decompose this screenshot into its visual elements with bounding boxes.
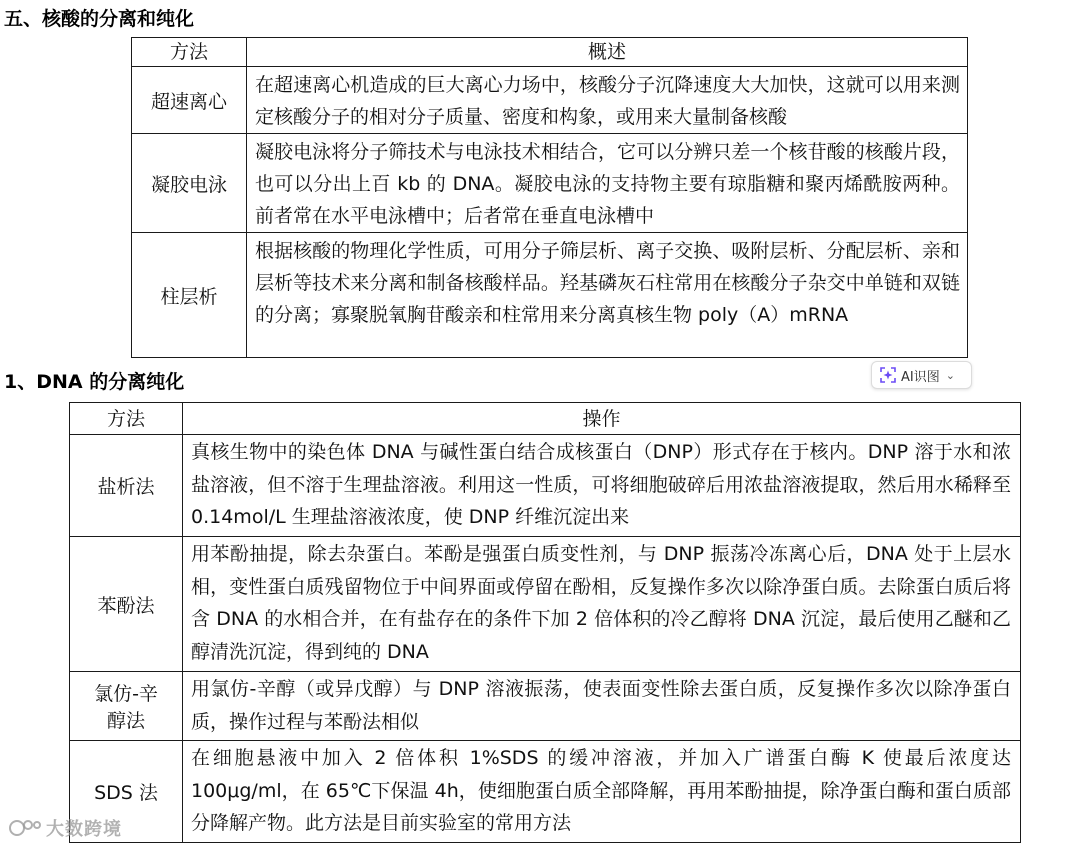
table-header-row <box>132 38 968 67</box>
header-overview: 概述 <box>247 38 968 67</box>
table-row <box>132 67 968 134</box>
header-method: 方法 <box>132 38 247 67</box>
ai-button-label: AI识图 <box>901 369 940 385</box>
chevron-down-icon: ⌄ <box>945 368 955 382</box>
method-cell: 柱层析 <box>132 233 247 358</box>
table-row <box>70 741 1021 843</box>
section-title-nucleic-acid-separation: 五、核酸的分离和纯化 <box>4 8 195 30</box>
description-cell: 在超速离心机造成的巨大离心力场中，核酸分子沉降速度大大加快，这就可以用来测定核酸分子的相对分子质量、密度和构象，或用来大量制备核酸 <box>247 67 968 134</box>
description-cell: 用氯仿-辛醇（或异戊醇）与 DNP 溶液振荡，使表面变性除去蛋白质，反复操作多次以除净蛋白质，操作过程与苯酚法相似 <box>183 672 1021 741</box>
section-title-dna-separation: 1、DNA 的分离纯化 <box>4 371 185 393</box>
method-cell: 超速离心 <box>132 67 247 134</box>
ai-scan-icon <box>879 366 897 384</box>
description-cell: 在细胞悬液中加入 2 倍体积 1%SDS 的缓冲溶液，并加入广谱蛋白酶 K 使最后浓度达 100μg/ml，在 65℃下保温 4h，使细胞蛋白质全部降解，再用苯酚抽提，除净蛋白酶和蛋白质部分降解产物。此方法是目前实验室的常用方法 <box>183 741 1021 843</box>
table-row <box>132 233 968 358</box>
method-cell: 凝胶电泳 <box>132 134 247 233</box>
method-cell: SDS 法 <box>70 741 183 843</box>
header-method: 方法 <box>70 403 183 435</box>
description-cell: 根据核酸的物理化学性质，可用分子筛层析、离子交换、吸附层析、分配层析、亲和层析等技术来分离和制备核酸样品。羟基磷灰石柱常用在核酸分子杂交中单链和双链的分离；寡聚脱氧胸苷酸亲和柱常用来分离真核生物 poly（A）mRNA <box>247 233 968 358</box>
watermark-text: 大数跨境 <box>46 819 122 840</box>
table-header-row <box>70 403 1021 435</box>
header-operation: 操作 <box>183 403 1021 435</box>
table-row <box>70 537 1021 672</box>
method-cell: 氯仿-辛醇法 <box>70 672 183 741</box>
camera-logo-icon <box>8 817 42 839</box>
description-cell: 用苯酚抽提，除去杂蛋白。苯酚是强蛋白质变性剂，与 DNP 振荡冷冻离心后，DNA 处于上层水相，变性蛋白质残留物位于中间界面或停留在酚相，反复操作多次以除净蛋白质。去除蛋白质后将含 DNA 的水相合并，在有盐存在的条件下加 2 倍体积的冷乙醇将 DNA 沉淀，最后使用乙醚和乙醇清洗沉淀，得到纯的 DNA <box>183 537 1021 672</box>
watermark <box>8 815 122 841</box>
table-row <box>70 435 1021 537</box>
ai-image-recognition-button[interactable] <box>871 361 972 389</box>
method-cell: 盐析法 <box>70 435 183 537</box>
description-cell: 凝胶电泳将分子筛技术与电泳技术相结合，它可以分辨只差一个核苷酸的核酸片段，也可以分出上百 kb 的 DNA。凝胶电泳的支持物主要有琼脂糖和聚丙烯酰胺两种。前者常在水平电泳槽中；后者常在垂直电泳槽中 <box>247 134 968 233</box>
table-row <box>70 672 1021 741</box>
table-row <box>132 134 968 233</box>
description-cell: 真核生物中的染色体 DNA 与碱性蛋白结合成核蛋白（DNP）形式存在于核内。DNP 溶于水和浓盐溶液，但不溶于生理盐溶液。利用这一性质，可将细胞破碎后用浓盐溶液提取，然后用水稀释至 0.14mol/L 生理盐溶液浓度，使 DNP 纤维沉淀出来 <box>183 435 1021 537</box>
method-cell: 苯酚法 <box>70 537 183 672</box>
dna-methods-table <box>69 402 1021 843</box>
nucleic-acid-methods-table <box>131 37 968 358</box>
